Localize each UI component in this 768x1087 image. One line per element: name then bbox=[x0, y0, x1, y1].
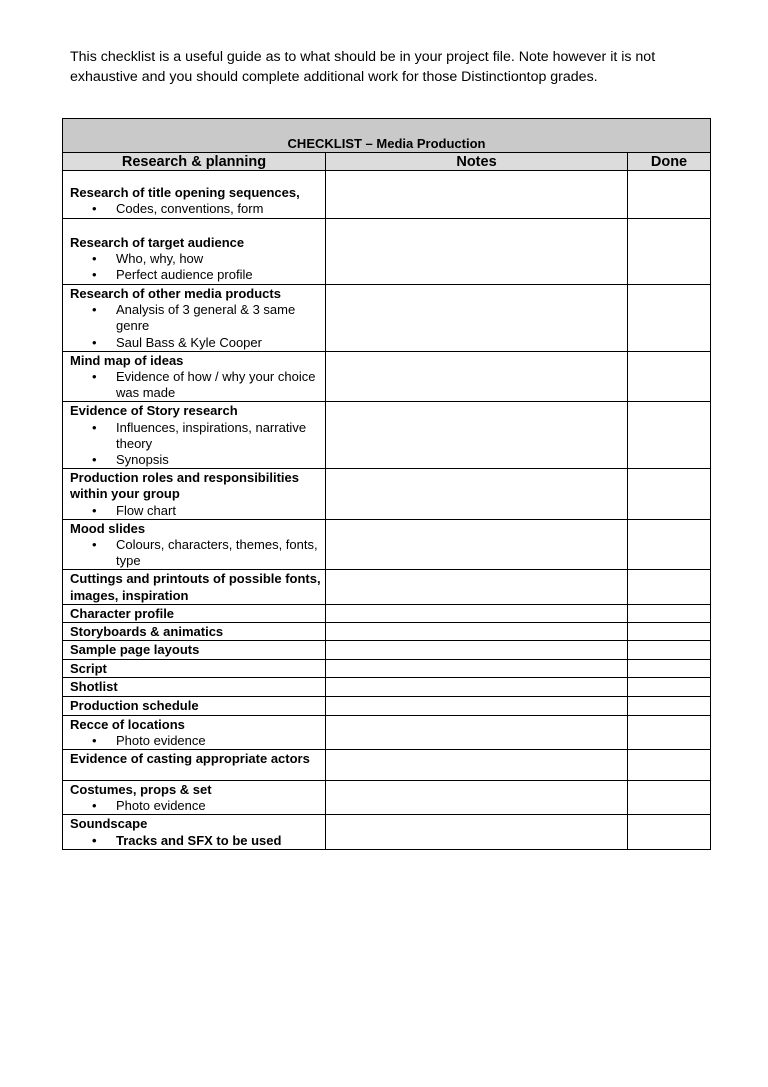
notes-cell[interactable] bbox=[326, 171, 628, 219]
checklist-bullet: • Codes, conventions, form bbox=[70, 201, 323, 217]
checklist-item-title: Script bbox=[70, 661, 107, 677]
checklist-item bbox=[63, 715, 326, 749]
checklist-item bbox=[63, 623, 326, 641]
table-row bbox=[63, 660, 711, 678]
checklist-item bbox=[63, 519, 326, 570]
table-row bbox=[63, 641, 711, 660]
checklist-bullet: • Colours, characters, themes, fonts, type bbox=[70, 537, 323, 569]
checklist-item bbox=[63, 750, 326, 781]
checklist-bullet: • Photo evidence bbox=[70, 798, 323, 814]
done-cell[interactable] bbox=[628, 351, 711, 402]
checklist-bullet: • Saul Bass & Kyle Cooper bbox=[70, 335, 323, 351]
checklist-bullet: • Perfect audience profile bbox=[70, 267, 323, 283]
checklist-rows bbox=[63, 171, 711, 850]
table-title-cell bbox=[63, 119, 711, 153]
checklist-bullet: • Influences, inspirations, narrative theory bbox=[70, 420, 323, 452]
table-header-row bbox=[63, 153, 711, 171]
checklist-table bbox=[62, 118, 711, 850]
checklist-item-title: Research of title opening sequences, bbox=[70, 185, 300, 200]
table-row bbox=[63, 604, 711, 622]
notes-cell[interactable] bbox=[326, 697, 628, 715]
checklist-item-title: Shotlist bbox=[70, 679, 118, 695]
notes-cell[interactable] bbox=[326, 570, 628, 604]
checklist-item-title: Production roles and responsibilities within your group bbox=[70, 470, 299, 502]
checklist-bullet: • Photo evidence bbox=[70, 733, 323, 749]
table-row bbox=[63, 815, 711, 849]
checklist-item bbox=[63, 402, 326, 469]
checklist-item-bullets bbox=[70, 369, 323, 401]
done-cell[interactable] bbox=[628, 570, 711, 604]
checklist-item bbox=[63, 815, 326, 849]
header-research-planning: Research & planning bbox=[63, 153, 326, 171]
table-row bbox=[63, 219, 711, 285]
table-row bbox=[63, 519, 711, 570]
done-cell[interactable] bbox=[628, 219, 711, 285]
checklist-item bbox=[63, 697, 326, 715]
checklist-item-bullets bbox=[70, 503, 323, 519]
header-done: Done bbox=[628, 153, 711, 171]
done-cell[interactable] bbox=[628, 171, 711, 219]
notes-cell[interactable] bbox=[326, 402, 628, 469]
checklist-item-bullets bbox=[70, 420, 323, 469]
done-cell[interactable] bbox=[628, 623, 711, 641]
checklist-item bbox=[63, 604, 326, 622]
notes-cell[interactable] bbox=[326, 285, 628, 352]
notes-cell[interactable] bbox=[326, 815, 628, 849]
notes-cell[interactable] bbox=[326, 469, 628, 520]
checklist-item-bullets bbox=[70, 302, 323, 351]
done-cell[interactable] bbox=[628, 697, 711, 715]
checklist-item-title: Research of other media products bbox=[70, 286, 281, 301]
checklist-item-bullets bbox=[70, 798, 323, 814]
notes-cell[interactable] bbox=[326, 219, 628, 285]
checklist-item bbox=[63, 570, 326, 604]
done-cell[interactable] bbox=[628, 285, 711, 352]
checklist-item-bullets bbox=[70, 733, 323, 749]
checklist-item-title: Mind map of ideas bbox=[70, 352, 184, 368]
checklist-bullet: • Analysis of 3 general & 3 same genre bbox=[70, 302, 323, 334]
checklist-item-title: Production schedule bbox=[70, 698, 199, 714]
checklist-item-title: Mood slides bbox=[70, 520, 146, 536]
checklist-item bbox=[63, 678, 326, 697]
checklist-item-title: Costumes, props & set bbox=[70, 782, 212, 798]
checklist-item-title: Sample page layouts bbox=[70, 642, 200, 658]
checklist-bullet: • Flow chart bbox=[70, 503, 323, 519]
checklist-item bbox=[63, 351, 326, 402]
checklist-item-title: Cuttings and printouts of possible fonts, images, inspiration bbox=[70, 571, 321, 603]
checklist-item bbox=[63, 781, 326, 815]
notes-cell[interactable] bbox=[326, 641, 628, 660]
table-row bbox=[63, 469, 711, 520]
done-cell[interactable] bbox=[628, 641, 711, 660]
checklist-item-title: Character profile bbox=[70, 605, 175, 621]
checklist-item-bullets bbox=[70, 251, 323, 283]
table-row bbox=[63, 678, 711, 697]
table-title-row bbox=[63, 119, 711, 153]
done-cell[interactable] bbox=[628, 660, 711, 678]
table-row bbox=[63, 285, 711, 352]
notes-cell[interactable] bbox=[326, 781, 628, 815]
checklist-item bbox=[63, 641, 326, 660]
table-row bbox=[63, 715, 711, 749]
notes-cell[interactable] bbox=[326, 519, 628, 570]
notes-cell[interactable] bbox=[326, 351, 628, 402]
table-row bbox=[63, 623, 711, 641]
table-row bbox=[63, 697, 711, 715]
notes-cell[interactable] bbox=[326, 604, 628, 622]
done-cell[interactable] bbox=[628, 402, 711, 469]
checklist-item-title: Evidence of casting appropriate actors bbox=[70, 751, 310, 767]
done-cell[interactable] bbox=[628, 781, 711, 815]
table-row bbox=[63, 750, 711, 781]
checklist-bullet: • Evidence of how / why your choice was made bbox=[70, 369, 323, 401]
done-cell[interactable] bbox=[628, 678, 711, 697]
table-title: CHECKLIST – Media Production bbox=[287, 136, 486, 151]
table-row bbox=[63, 351, 711, 402]
notes-cell[interactable] bbox=[326, 750, 628, 781]
table-row bbox=[63, 570, 711, 604]
checklist-item-bullets bbox=[70, 537, 323, 569]
checklist-item-title: Soundscape bbox=[70, 816, 148, 832]
notes-cell[interactable] bbox=[326, 715, 628, 749]
checklist-item-bullets bbox=[70, 201, 323, 217]
done-cell[interactable] bbox=[628, 469, 711, 520]
checklist-bullet: • Synopsis bbox=[70, 452, 323, 468]
notes-cell[interactable] bbox=[326, 660, 628, 678]
table-row bbox=[63, 171, 711, 219]
checklist-item bbox=[63, 171, 326, 219]
checklist-item bbox=[63, 285, 326, 352]
done-cell[interactable] bbox=[628, 604, 711, 622]
checklist-item-title: Recce of locations bbox=[70, 716, 185, 732]
notes-cell[interactable] bbox=[326, 623, 628, 641]
intro-text: This checklist is a useful guide as to what should be in your project file. Note however it is not exhaustive and you should complete additional work for those Distinctiontop grades. bbox=[70, 49, 656, 85]
header-notes: Notes bbox=[326, 153, 628, 171]
checklist-item-bullets bbox=[70, 833, 323, 849]
checklist-item bbox=[63, 660, 326, 678]
done-cell[interactable] bbox=[628, 815, 711, 849]
table-row bbox=[63, 781, 711, 815]
done-cell[interactable] bbox=[628, 715, 711, 749]
checklist-item bbox=[63, 469, 326, 520]
done-cell[interactable] bbox=[628, 750, 711, 781]
checklist-bullet: • Tracks and SFX to be used bbox=[70, 833, 323, 849]
checklist-bullet: • Who, why, how bbox=[70, 251, 323, 267]
checklist-item-title: Research of target audience bbox=[70, 235, 245, 250]
table-row bbox=[63, 402, 711, 469]
checklist-item-title: Evidence of Story research bbox=[70, 403, 238, 419]
notes-cell[interactable] bbox=[326, 678, 628, 697]
done-cell[interactable] bbox=[628, 519, 711, 570]
checklist-item-title: Storyboards & animatics bbox=[70, 624, 224, 640]
checklist-item bbox=[63, 219, 326, 285]
